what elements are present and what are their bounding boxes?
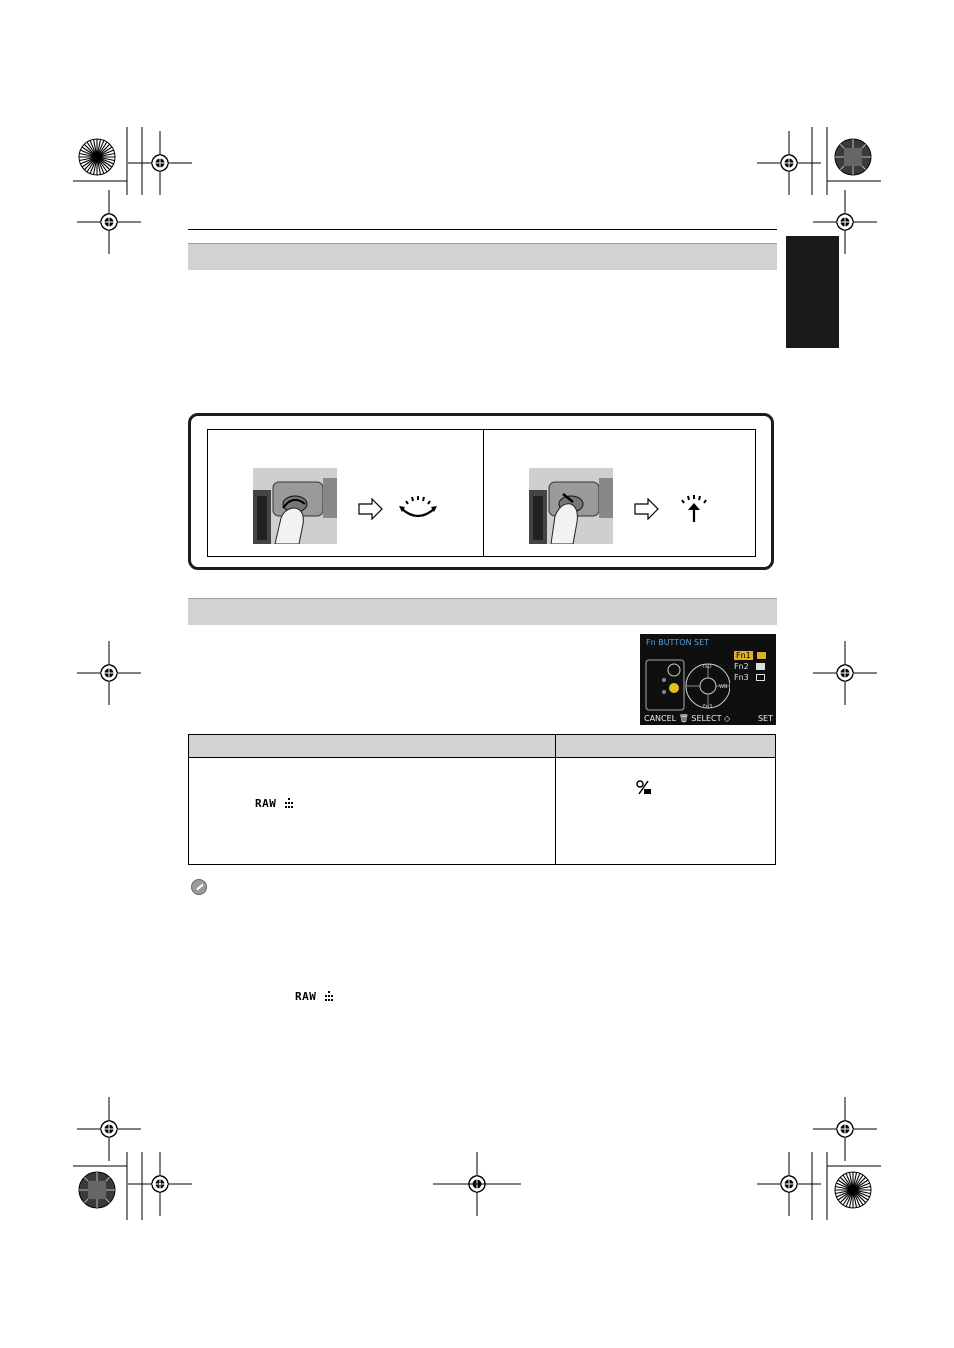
camera-dial-rotate-drawing (253, 468, 337, 544)
quality-dots-icon (284, 798, 294, 808)
section-heading-bar-2 (188, 598, 777, 625)
note-pencil-icon (191, 879, 207, 895)
raw-icon-text-2: RAW (295, 990, 317, 1003)
outline-arrow-icon (358, 498, 384, 520)
header-rule (188, 229, 777, 230)
fn-button-set-screen (640, 634, 776, 725)
fn2-setting-icon (756, 663, 765, 670)
camera-dial-rotate-photo (253, 468, 337, 544)
operation-illustration-divider (483, 429, 484, 557)
dial-label-wb: WB (719, 684, 728, 690)
section-heading-bar-1 (188, 243, 777, 270)
fn3-item: Fn3 (734, 673, 749, 682)
fn3-setting-icon (756, 674, 765, 681)
fn1-setting-icon (756, 651, 767, 660)
table-body (188, 757, 776, 865)
lcd-bottom-bar: CANCEL 🗑 SELECT ◇ (644, 714, 731, 723)
lcd-set-label: SET (757, 714, 773, 723)
dial-label-iso: ISO (703, 664, 712, 670)
camera-rear-diagram (644, 656, 730, 714)
raw-icon-text: RAW (255, 797, 277, 810)
dial-label-fn3: Fn3 (703, 704, 713, 710)
camera-dial-press-drawing (529, 468, 613, 544)
fn2-item: Fn2 (734, 662, 749, 671)
chapter-edge-tab (786, 236, 839, 348)
camera-dial-press-photo (529, 468, 613, 544)
rotate-dial-icon (398, 493, 438, 523)
press-dial-icon (674, 492, 714, 524)
outline-arrow-icon-2 (634, 498, 660, 520)
raw-quality-icon-2 (295, 990, 334, 1003)
quality-dots-icon-2 (324, 991, 334, 1001)
raw-quality-icon (255, 797, 294, 810)
fn1-item: Fn1 (736, 651, 751, 660)
table-header-row (188, 734, 776, 758)
rec-mode-icon (636, 780, 652, 796)
table-column-divider (555, 734, 556, 865)
lcd-title: Fn BUTTON SET (646, 638, 710, 647)
